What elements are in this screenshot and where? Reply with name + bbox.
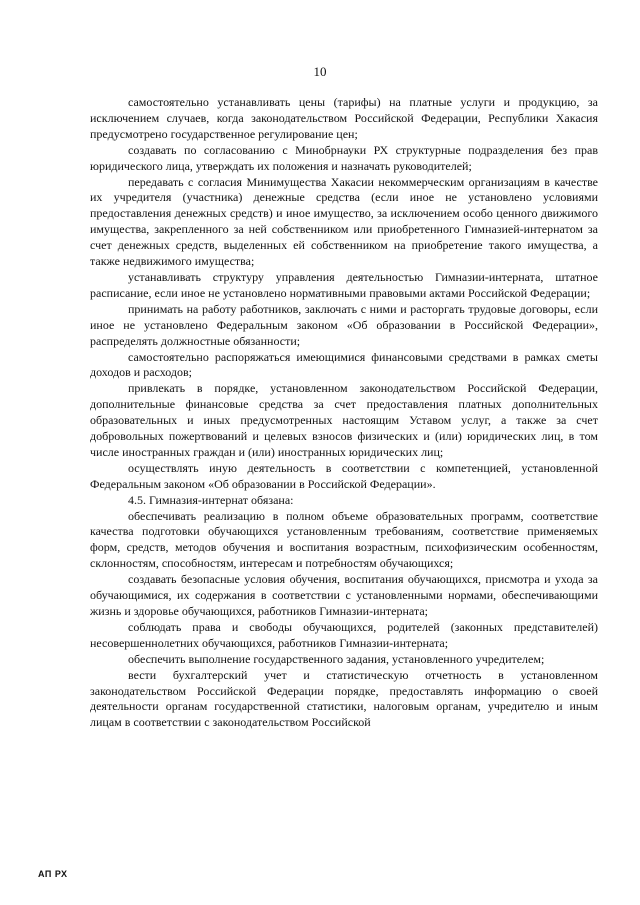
paragraph: самостоятельно распоряжаться имеющимися финансовыми средствами в рамках сметы доходов и расходов; — [90, 349, 598, 380]
paragraph: устанавливать структуру управления деятельностью Гимназии-интерната, штатное расписание, если иное не установлено нормативными правовыми актами Российской Федерации; — [90, 269, 598, 300]
paragraph: создавать безопасные условия обучения, воспитания обучающихся, присмотра и ухода за обучающимися, их содержания в соответствии с установленными нормами, обеспечивающими жизнь и здоровье обучающихся, работников Гимназии-интерната; — [90, 572, 598, 618]
paragraph: осуществлять иную деятельность в соответствии с компетенцией, установленной Федеральным законом «Об образовании в Российской Федерации». — [90, 460, 598, 491]
paragraph: вести бухгалтерский учет и статистическую отчетность в установленном законодательством Российской Федерации порядке, предоставлять информацию о своей деятельности органам государственной статистики, налоговым органам, учредителю и иным лицам в соответствии с законодательством Российской — [90, 667, 598, 730]
paragraph: создавать по согласованию с Минобрнауки РХ структурные подразделения без прав юридического лица, утверждать их положения и назначать руководителей; — [90, 142, 598, 173]
paragraph: самостоятельно устанавливать цены (тарифы) на платные услуги и продукцию, за исключением случаев, когда законодательством Российской Федерации, Республики Хакасия предусмотрено государственное регулирование цен; — [90, 95, 598, 141]
footer-stamp: АП РХ — [38, 869, 68, 879]
paragraph: обеспечить выполнение государственного задания, установленного учредителем; — [128, 651, 545, 666]
paragraph: принимать на работу работников, заключать с ними и расторгать трудовые договоры, если иное не установлено Федеральным законом «Об образовании в Российской Федерации», распределять должностные обязанности; — [90, 301, 598, 348]
paragraph: привлекать в порядке, установленном законодательством Российской Федерации, дополнительные финансовые средства за счет предоставления платных дополнительных образовательных и иных предусмотренных настоящим Уставом услуг, а также за счет добровольных пожертвований и целевых взносов физических и (или) юридических лиц, в том числе иностранных граждан и (или) иностранных юридических лиц; — [90, 381, 598, 459]
paragraph: соблюдать права и свободы обучающихся, родителей (законных представителей) несовершеннолетних обучающихся, работников Гимназии-интерната; — [90, 619, 598, 650]
paragraph: обеспечивать реализацию в полном объеме образовательных программ, соответствие качества подготовки обучающихся установленным требованиям, соответствие применяемых форм, средств, методов обучения и воспитания возрастным, психофизическим особенностям, склонностям, способностям, интересам и потребностям обучающихся; — [90, 508, 598, 571]
page-number: 10 — [313, 64, 327, 79]
section-heading: 4.5. Гимназия-интернат обязана: — [128, 492, 294, 507]
document-body — [90, 95, 598, 731]
paragraph: передавать с согласия Минимущества Хакасии некоммерческим организациям в качестве их учредителя (участника) денежные средства (если иное не установлено условиями предоставления денежных средств) и иное имущество, за исключением особо ценного движимого имущества, закрепленного за ней собственником или приобретенного Гимназией-интернатом за счет денежных средств, выделенных ей собственником на приобретение такого имущества, а также недвижимого имущества; — [90, 174, 598, 269]
